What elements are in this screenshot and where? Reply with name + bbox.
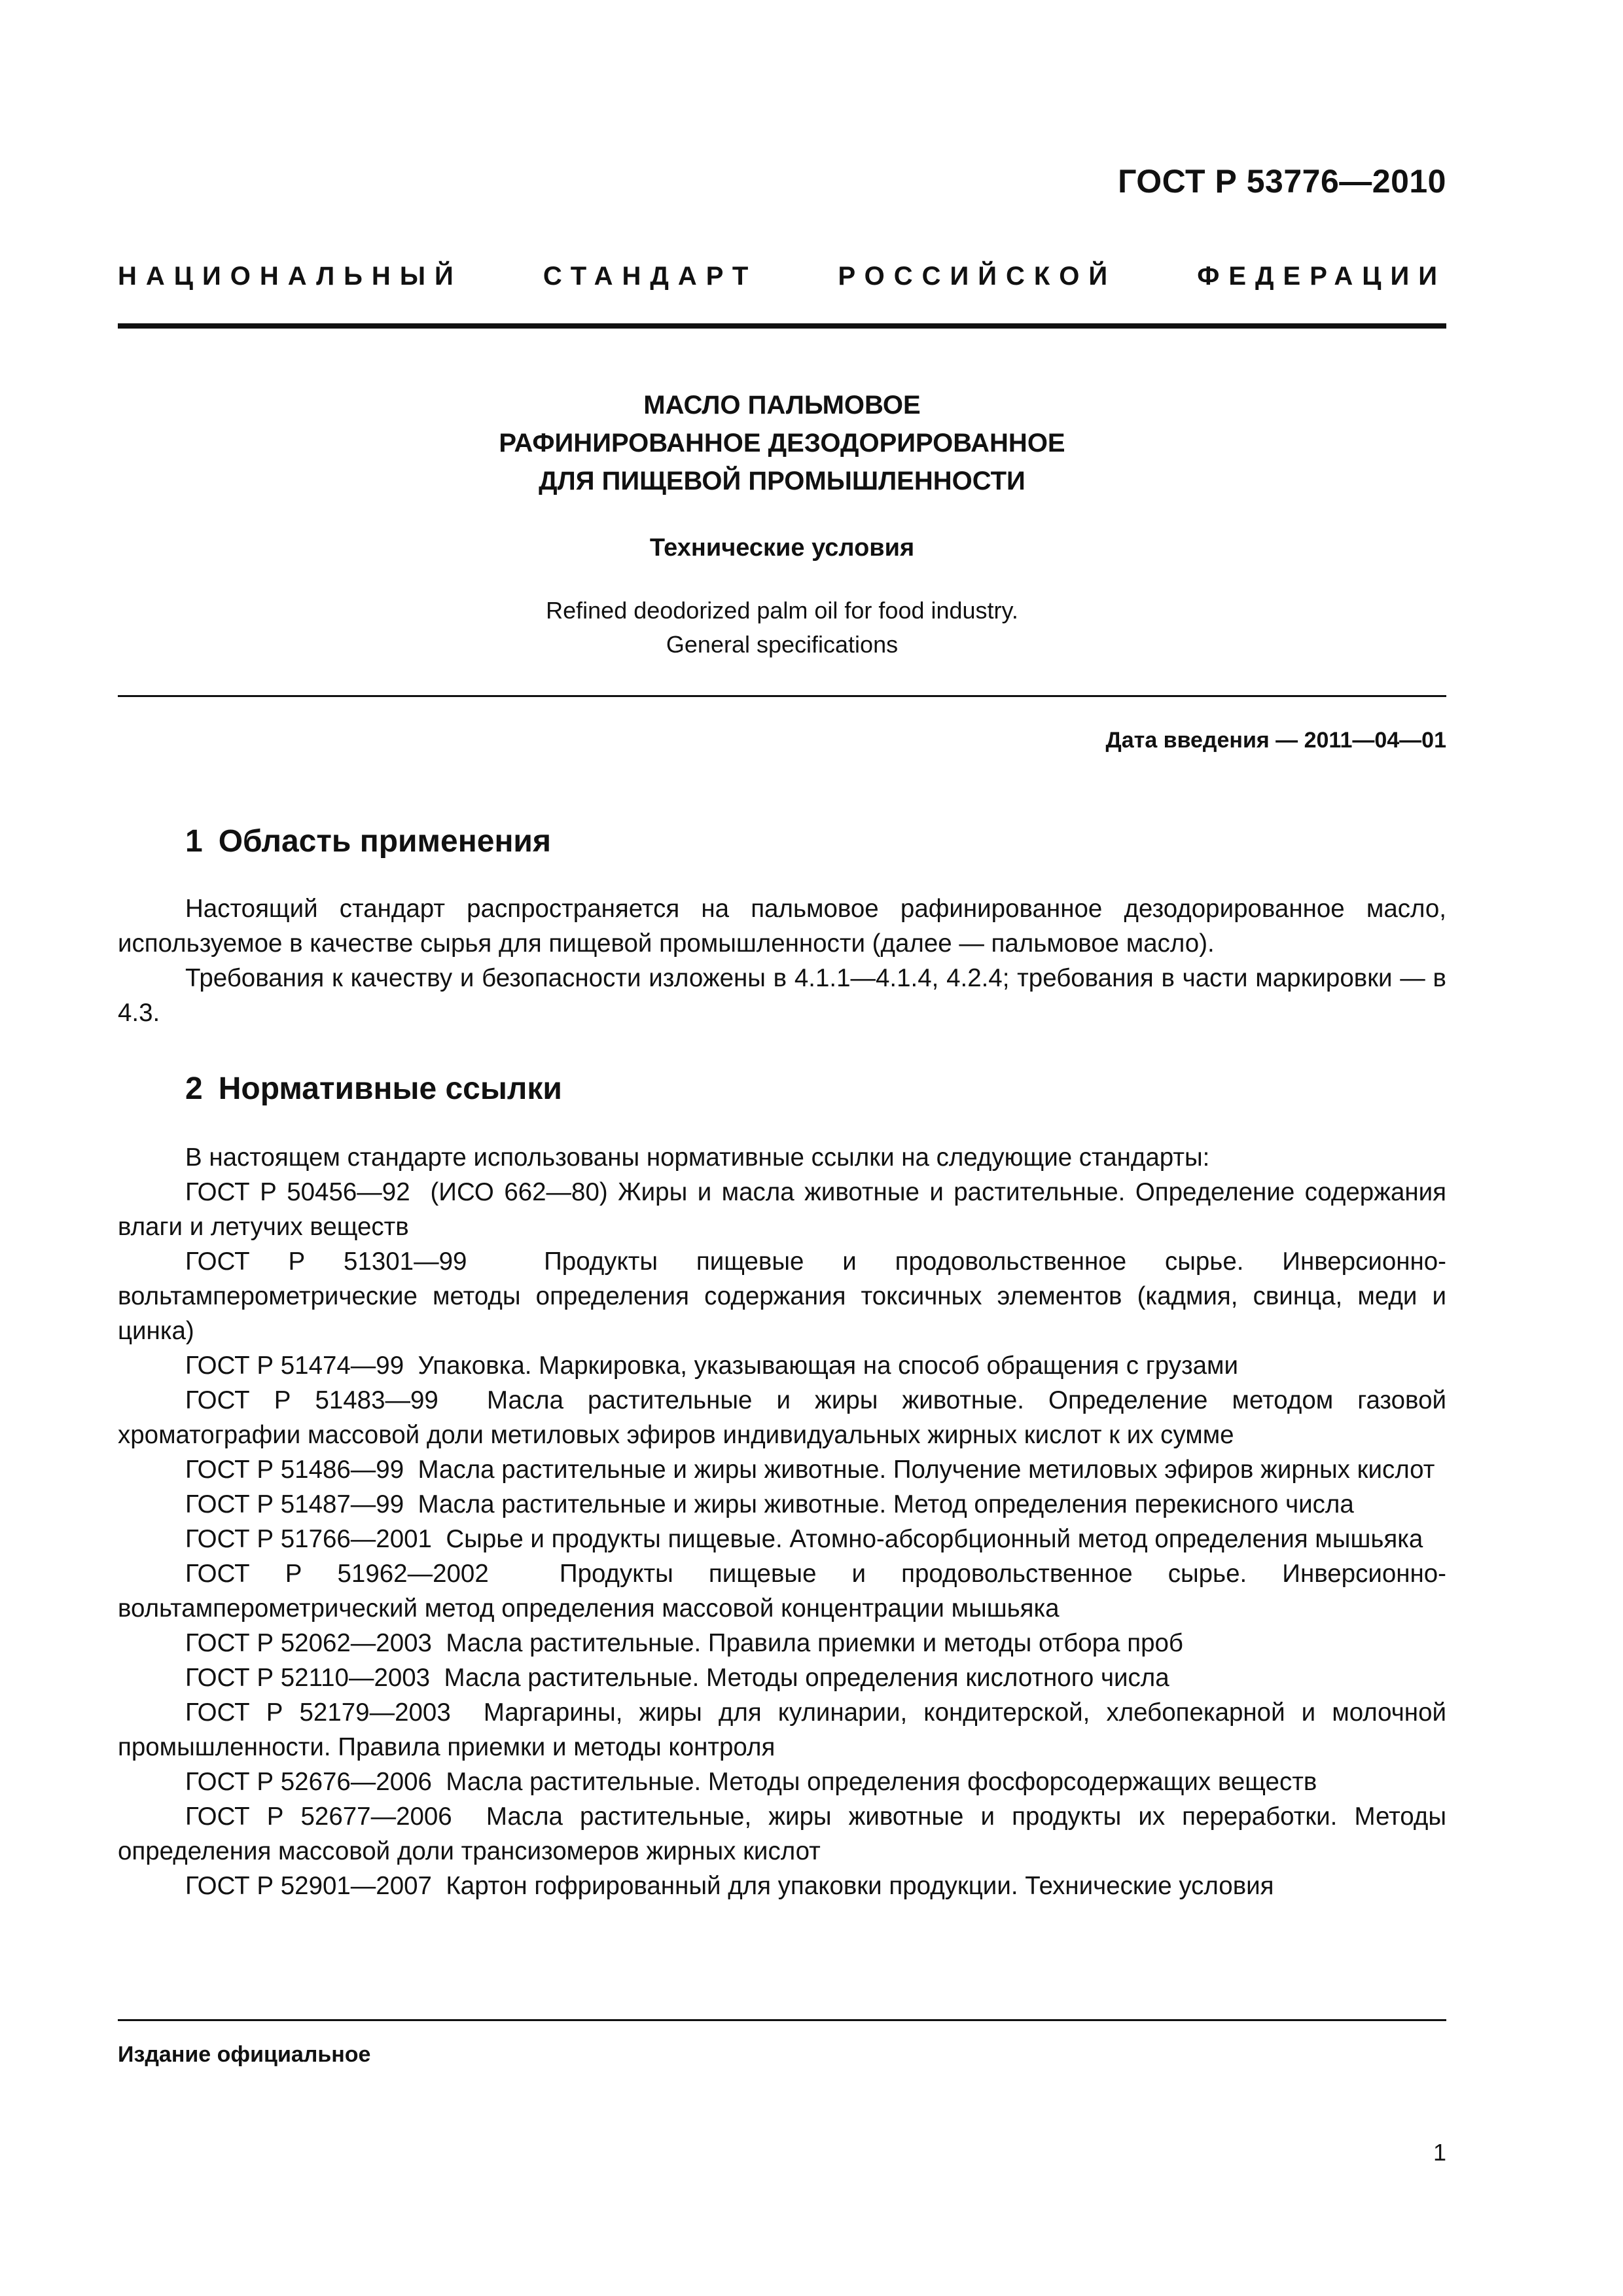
reference-code: ГОСТ Р 52179—2003: [185, 1698, 451, 1727]
section-heading: [185, 823, 551, 859]
header-divider: [118, 323, 1446, 329]
introduction-date: Дата введения — 2011—04—01: [1105, 728, 1446, 753]
title-line: ДЛЯ ПИЩЕВОЙ ПРОМЫШЛЕННОСТИ: [539, 467, 1026, 495]
national-standard-heading: [118, 262, 1446, 291]
paragraph: Требования к качеству и безопасности изложены в 4.1.1—4.1.4, 4.2.4; требования в части маркировки — в 4.3.: [118, 964, 1446, 1027]
reference-code: ГОСТ Р 51766—2001: [185, 1525, 432, 1553]
reference-code: ГОСТ Р 52677—2006: [185, 1803, 452, 1831]
reference-text: Продукты пищевые и продовольственное сырье. Инверсионно-вольтамперометрический метод определения массовой концентрации мышьяка: [118, 1560, 1446, 1623]
title-line: РАФИНИРОВАННОЕ ДЕЗОДОРИРОВАННОЕ: [499, 429, 1065, 457]
english-title: [118, 594, 1446, 662]
section-title: Область применения: [218, 824, 551, 859]
reference-item: [118, 1383, 1446, 1452]
reference-item: [118, 1869, 1446, 1903]
reference-item: [118, 1765, 1446, 1799]
english-title-line: Refined deodorized palm oil for food industry.: [546, 597, 1018, 624]
reference-item: [118, 1348, 1446, 1383]
reference-item: [118, 1175, 1446, 1244]
reference-code: ГОСТ Р 51486—99: [185, 1456, 404, 1484]
reference-item: [118, 1799, 1446, 1869]
reference-code: ГОСТ Р 50456—92: [185, 1178, 410, 1206]
reference-text: Масла растительные. Методы определения фосфорсодержащих веществ: [446, 1768, 1317, 1796]
national-word: СТАНДАРТ: [543, 262, 758, 291]
edition-label: Издание официальное: [118, 2042, 371, 2067]
reference-item: [118, 1452, 1446, 1487]
reference-text: Масла растительные и жиры животные. Определение методом газовой хроматографии массовой доли метиловых эфиров индивидуальных жирных кислот к их сумме: [118, 1386, 1447, 1449]
section-number: 1: [185, 824, 203, 859]
section-title: Нормативные ссылки: [218, 1071, 562, 1106]
reference-code: ГОСТ Р 51301—99: [185, 1247, 467, 1276]
reference-text: (ИСО 662—80) Жиры и масла животные и растительные. Определение содержания влаги и летучих веществ: [118, 1178, 1446, 1241]
reference-text: Масла растительные, жиры животные и продукты их переработки. Методы определения массовой доли трансизомеров жирных кислот: [118, 1803, 1446, 1865]
document-number: ГОСТ Р 53776—2010: [1118, 163, 1446, 200]
paragraph: Настоящий стандарт распространяется на пальмовое рафинированное дезодорированное масло, используемое в качестве сырья для пищевой промышленности (далее — пальмовое масло).: [118, 895, 1446, 958]
reference-text: Сырье и продукты пищевые. Атомно-абсорбционный метод определения мышьяка: [446, 1525, 1423, 1553]
reference-text: Масла растительные и жиры животные. Метод определения перекисного числа: [418, 1490, 1354, 1518]
reference-item: [118, 1556, 1446, 1626]
reference-code: ГОСТ Р 52676—2006: [185, 1768, 432, 1796]
reference-text: Картон гофрированный для упаковки продукции. Технические условия: [446, 1872, 1274, 1900]
reference-text: Масла растительные. Правила приемки и методы отбора проб: [446, 1629, 1183, 1657]
section-number: 2: [185, 1071, 203, 1106]
reference-item: [118, 1244, 1446, 1348]
reference-text: Маргарины, жиры для кулинарии, кондитерской, хлебопекарной и молочной промышленности. Правила приемки и методы контроля: [118, 1698, 1446, 1761]
section-2-body: [118, 1140, 1446, 1903]
english-title-line: General specifications: [666, 631, 899, 658]
reference-text: Масла растительные. Методы определения кислотного числа: [444, 1664, 1169, 1692]
reference-text: Масла растительные и жиры животные. Получение метиловых эфиров жирных кислот: [418, 1456, 1435, 1484]
national-word: НАЦИОНАЛЬНЫЙ: [118, 262, 463, 291]
reference-item: [118, 1660, 1446, 1695]
reference-code: ГОСТ Р 51487—99: [185, 1490, 404, 1518]
title-block: [118, 386, 1446, 662]
footer-divider: [118, 2019, 1446, 2021]
paragraph: В настоящем стандарте использованы нормативные ссылки на следующие стандарты:: [185, 1143, 1210, 1172]
reference-code: ГОСТ Р 51474—99: [185, 1352, 404, 1380]
reference-code: ГОСТ Р 52901—2007: [185, 1872, 432, 1900]
reference-text: Продукты пищевые и продовольственное сырье. Инверсионно-вольтамперометрические методы определения содержания токсичных элементов (кадмия, свинца, меди и цинка): [118, 1247, 1446, 1345]
title-line: МАСЛО ПАЛЬМОВОЕ: [643, 391, 921, 420]
subtitle: Технические условия: [649, 534, 915, 562]
national-word: ФЕДЕРАЦИИ: [1197, 262, 1446, 291]
reference-item: [118, 1695, 1446, 1765]
reference-text: Упаковка. Маркировка, указывающая на способ обращения с грузами: [418, 1352, 1239, 1380]
reference-item: [118, 1626, 1446, 1660]
national-word: РОССИЙСКОЙ: [838, 262, 1117, 291]
section-1-body: [118, 891, 1446, 1030]
reference-item: [118, 1487, 1446, 1522]
reference-code: ГОСТ Р 52062—2003: [185, 1629, 432, 1657]
title-divider: [118, 695, 1446, 697]
section-heading: [185, 1071, 562, 1107]
reference-code: ГОСТ Р 51483—99: [185, 1386, 438, 1414]
page-number: 1: [1433, 2139, 1446, 2166]
reference-code: ГОСТ Р 51962—2002: [185, 1560, 489, 1588]
reference-code: ГОСТ Р 52110—2003: [185, 1664, 431, 1692]
reference-item: [118, 1522, 1446, 1556]
